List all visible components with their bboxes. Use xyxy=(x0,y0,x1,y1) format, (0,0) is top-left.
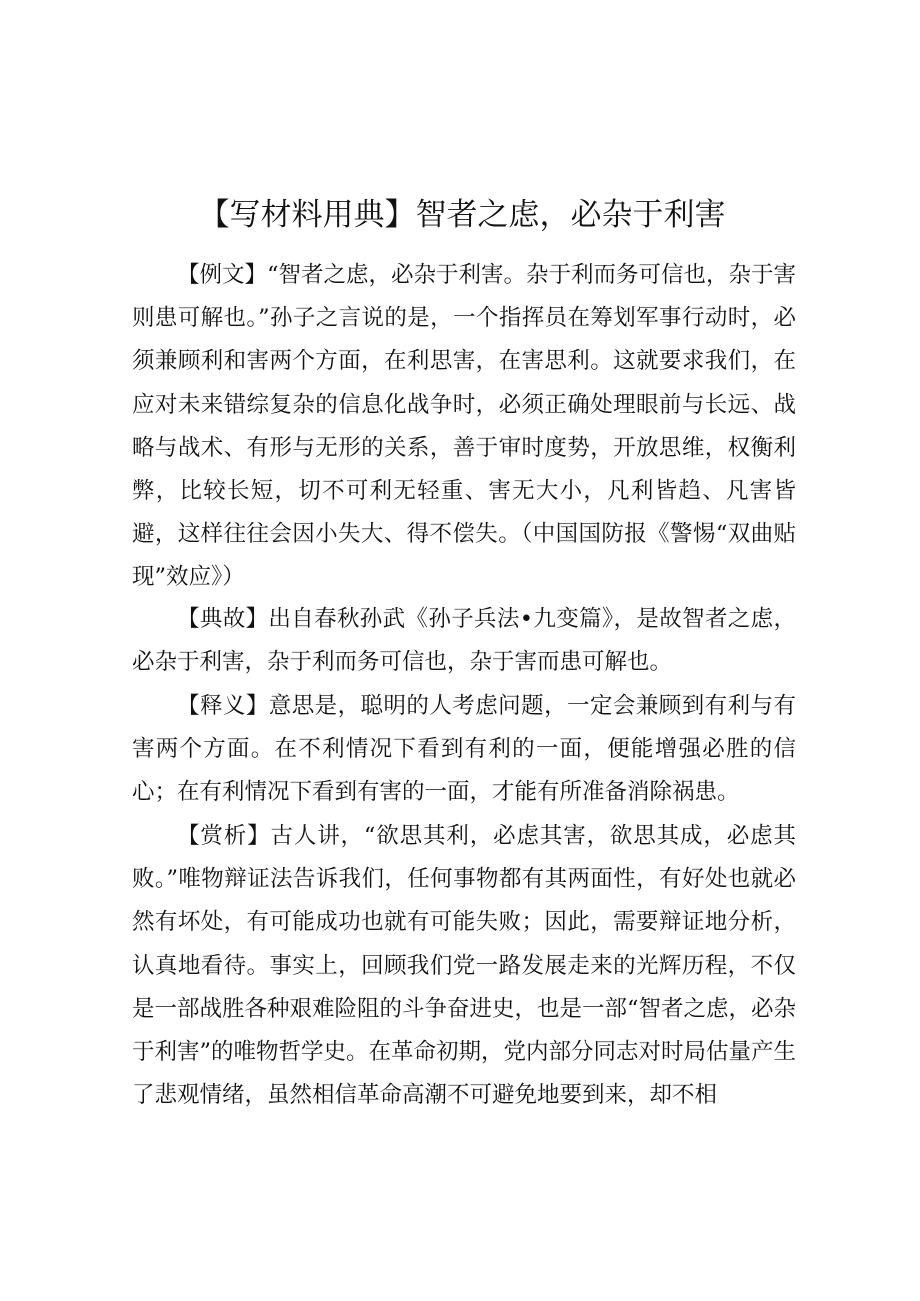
paragraph-meaning: 【释义】意思是，聪明的人考虑问题，一定会兼顾到有利与有害两个方面。在不利情况下看到有利的一面，便能增强必胜的信心；在有利情况下看到有害的一面，才能有所准备消除祸患。 xyxy=(132,693,796,806)
document-title: 【写材料用典】智者之虑，必杂于利害 xyxy=(198,197,726,233)
paragraph-origin: 【典故】出自春秋孙武《孙子兵法•九变篇》，是故智者之虑，必杂于利害，杂于利而务可信也，杂于害而患可解也。 xyxy=(132,606,796,676)
paragraph-example: 【例文】“智者之虑，必杂于利害。杂于利而务可信也，杂于害则患可解也。”孙子之言说的是，一个指挥员在筹划军事行动时，必须兼顾利和害两个方面，在利思害，在害思利。这就要求我们，在应对未来错综复杂的信息化战争时，必须正确处理眼前与长远、战略与战术、有形与无形的关系，善于审时度势，开放思维，权衡利弊，比较长短，切不可利无轻重、害无大小，凡利皆趋、凡害皆避，这样往往会因小失大、得不偿失。（中国国防报《警惕“双曲贴现”效应》） xyxy=(132,262,797,591)
paragraph-appreciation: 【赏析】古人讲，“欲思其利，必虑其害，欲思其成，必虑其败。”唯物辩证法告诉我们，任何事物都有其两面性，有好处也就必然有坏处，有可能成功也就有可能失败；因此，需要辩证地分析，认真地看待。事实上，回顾我们党一路发展走来的光辉历程，不仅是一部战胜各种艰难险阻的斗争奋进史，也是一部“智者之虑，必杂于利害”的唯物哲学史。在革命初期，党内部分同志对时局估量产生了悲观情绪，虽然相信革命高潮不可避免地要到来，却不相 xyxy=(132,823,797,1109)
